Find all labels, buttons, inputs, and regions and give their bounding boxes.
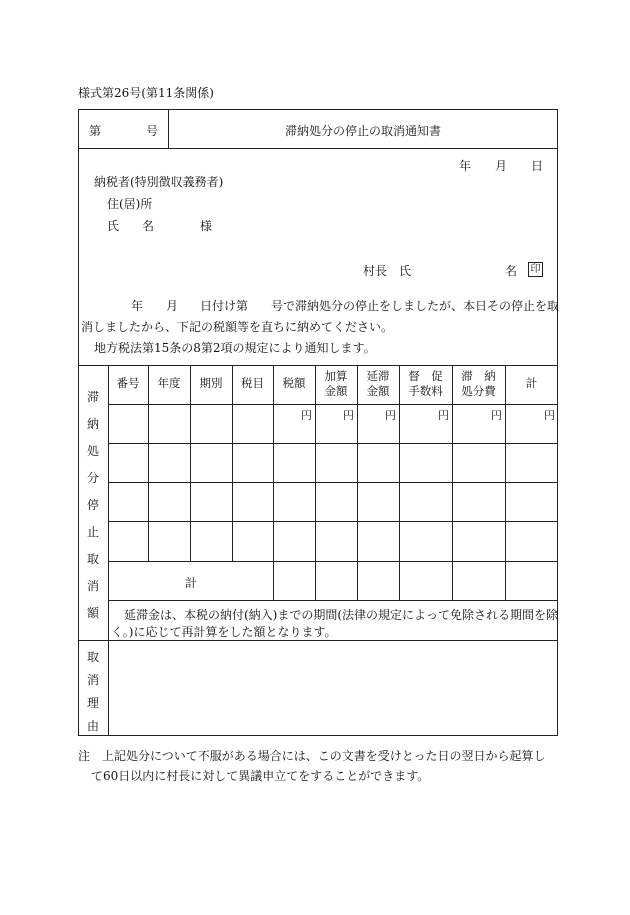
total-row-label: 計 [185, 576, 198, 590]
col-line-9 [505, 365, 506, 600]
yen-delinquency: 円 [385, 409, 396, 422]
col-header-dunning-fee: 督 促 手数料 [408, 369, 443, 398]
table-label-char: 滞 [86, 390, 99, 404]
body-day: 日付け第 [200, 299, 249, 313]
col-line-1 [148, 365, 149, 561]
date-year: 年 [459, 159, 472, 173]
col-header-disposition-cost: 滞 納 処分費 [461, 369, 496, 398]
col-line-4 [273, 365, 274, 600]
table-label-char: 止 [86, 525, 99, 539]
document-title: 滞納処分の停止の取消通知書 [285, 124, 442, 138]
label-column-divider [108, 365, 109, 736]
table-label-char: 納 [86, 417, 99, 431]
column-header-divider [108, 404, 558, 405]
header-divider [78, 148, 558, 149]
table-top-border [78, 365, 558, 366]
col-line-7 [399, 365, 400, 600]
body-year: 年 [131, 299, 144, 313]
footnote-line1: 注 上記処分について不服がある場合には、この文書を受けとった日の翌日から起算し [78, 749, 546, 763]
reason-label-char: 由 [86, 719, 99, 733]
number-label-dai: 第 [89, 124, 102, 138]
col-header-period: 期別 [199, 376, 223, 390]
table-label-char: 分 [86, 471, 99, 485]
yen-additional: 円 [343, 409, 354, 422]
name-label-shi: 氏 [107, 219, 120, 233]
col-line-3 [232, 365, 233, 561]
body-line3: 地方税法第15条の8第2項の規定により通知します。 [94, 341, 376, 355]
col-header-additional: 加算 金額 [324, 369, 348, 398]
col-header-delinquency: 延滞 金額 [366, 369, 390, 398]
taxpayer-label: 納税者(特別徴収義務者) [94, 175, 224, 189]
header-vdivider [168, 109, 169, 148]
footnote-line2: て60日以内に村長に対して異議申立てをすることができます。 [91, 769, 430, 783]
row-divider-1 [108, 443, 558, 444]
col-line-6 [357, 365, 358, 600]
row-divider-2 [108, 482, 558, 483]
sender-title: 村長 氏 [363, 264, 412, 278]
body-line1: 号で滞納処分の停止をしましたが、本日その停止を取 [271, 299, 560, 313]
reason-label-char: 理 [86, 696, 99, 710]
table-label-char: 取 [86, 552, 99, 566]
yen-tax-amount: 円 [301, 409, 312, 422]
reason-label-char: 取 [86, 650, 99, 664]
table-note-line2: く。)に応じて再計算をした額となります。 [111, 625, 337, 639]
name-label-mei: 名 [142, 219, 155, 233]
col-header-year: 年度 [157, 376, 181, 390]
col-header-number: 番号 [116, 376, 140, 390]
col-line-5 [315, 365, 316, 600]
col-header-total: 計 [525, 376, 538, 390]
body-line2: 消しましたから、下記の税額等を直ちに納めてください。 [81, 320, 394, 334]
yen-dunning-fee: 円 [438, 409, 449, 422]
table-note-line1: 延滞金は、本税の納付(納入)までの期間(法律の規定によって免除される期間を除 [124, 608, 559, 622]
total-row-divider [108, 600, 558, 601]
table-label-char: 額 [86, 606, 99, 620]
table-label-char: 処 [86, 444, 99, 458]
reason-divider [78, 640, 558, 641]
body-month: 月 [166, 299, 179, 313]
sama-label: 様 [200, 219, 213, 233]
reason-label-char: 消 [86, 673, 99, 687]
sender-name: 名 [505, 264, 518, 278]
yen-disposition-cost: 円 [491, 409, 502, 422]
table-label-char: 停 [86, 498, 99, 512]
row-divider-4 [108, 561, 558, 562]
col-line-2 [190, 365, 191, 561]
address-label: 住(居)所 [107, 197, 153, 211]
table-label-char: 消 [86, 579, 99, 593]
col-header-tax-amount: 税額 [282, 376, 306, 390]
number-label-go: 号 [146, 124, 159, 138]
date-day: 日 [531, 159, 544, 173]
row-divider-3 [108, 521, 558, 522]
yen-total: 円 [544, 409, 555, 422]
col-line-8 [452, 365, 453, 600]
date-month: 月 [495, 159, 508, 173]
form-label: 様式第26号(第11条関係) [78, 86, 214, 100]
seal-stamp: 印 [528, 262, 543, 277]
col-header-tax-item: 税目 [241, 376, 264, 390]
